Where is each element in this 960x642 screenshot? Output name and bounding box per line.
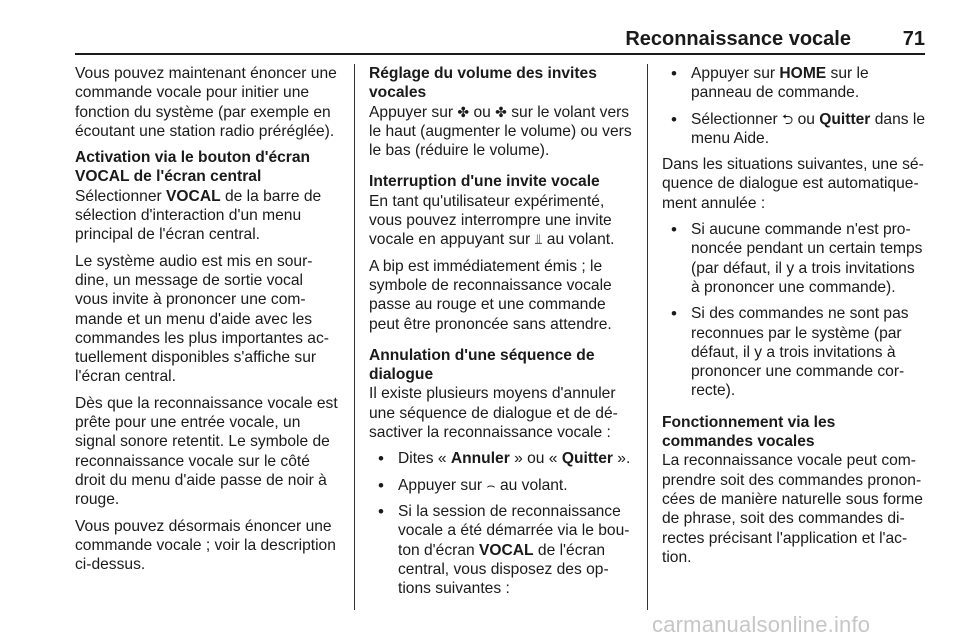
bullet-list xyxy=(369,449,633,598)
page-header xyxy=(75,26,925,52)
paragraph: A bip est immédiatement émis ; le symbole de reconnaissance vocale passe au rouge et une commande peut être prononcée sans attendre. xyxy=(369,257,612,333)
section-heading: Fonctionnement via les commandes vocales xyxy=(662,413,836,451)
section-heading: Annulation d'une séquence de dialogue xyxy=(369,346,595,384)
paragraph: Il existe plusieurs moyens d'annuler une séquence de dialogue et de désactiver la reconnaissance vocale : xyxy=(369,385,618,442)
column-1 xyxy=(75,64,340,581)
watermark: carmanualsonline.info xyxy=(652,612,871,637)
column-divider-2 xyxy=(647,64,648,610)
column-divider-1 xyxy=(354,64,355,610)
list-item: • Si des commandes ne sont pas reconnues par le système (par défaut, il y a trois invitations à prononcer une commande correcte). xyxy=(662,304,926,400)
list-item: • Si aucune commande n'est prononcée pendant un certain temps (par défaut, il y a trois invitations à prononcer une commande). xyxy=(662,220,926,297)
paragraph: La reconnaissance vocale peut comprendre soit des commandes prononcées de manière naturelle sous forme de phrase, soit des commandes directes précisant l'application et l'action. xyxy=(662,452,923,566)
volume-up-icon: ✤ xyxy=(457,103,470,120)
paragraph: Sélectionner VOCAL de la barre de sélection d'interaction d'un menu principal de l'écran central. xyxy=(75,187,322,244)
list-item: • Si la session de reconnaissance vocale a été démarrée via le bouton d'écran VOCAL de l'écran central, vous disposez des options suivantes : xyxy=(369,502,633,598)
page-number: 71 xyxy=(902,28,925,50)
column-2 xyxy=(369,64,633,605)
paragraph: Vous pouvez désormais énoncer une commande vocale ; voir la description ci-dessus. xyxy=(75,517,336,574)
hang-up-icon: ⌢ xyxy=(486,476,496,493)
list-item: • Appuyer sur HOME sur le panneau de commande. xyxy=(662,64,926,103)
paragraph: Vous pouvez maintenant énoncer une commande vocale pour initier une fonction du système (par exemple en écoutant une station radio préréglée). xyxy=(75,65,337,140)
paragraph: En tant qu'utilisateur expérimenté, vous pouvez interrompre une invite vocale en appuyant sur ⫫ au volant. xyxy=(369,192,615,249)
voice-recognition-icon: ⫫ xyxy=(534,231,543,248)
section-heading: Interruption d'une invite vocale xyxy=(369,173,600,191)
list-item: • Dites « Annuler » ou « Quitter ». xyxy=(369,449,633,468)
paragraph: Dans les situations suivantes, une séquence de dialogue est automatiquement annulée : xyxy=(662,156,924,212)
list-item: • Appuyer sur ⌢ au volant. xyxy=(369,476,633,495)
column-3 xyxy=(662,64,926,574)
page-title: Reconnaissance vocale xyxy=(625,28,851,50)
section-heading: Réglage du volume des invites vocales xyxy=(369,65,597,102)
section-heading: Activation via le bouton d'écran VOCAL de l'écran central xyxy=(75,149,311,186)
paragraph: Le système audio est mis en sourdine, un message de sortie vocal vous invite à prononcer une commande et un menu d'aide avec les commandes les plus importantes actuellement disponibles s'affiche sur l'écran central. xyxy=(75,252,329,386)
list-item: • Sélectionner ⮌ ou Quitter dans le menu Aide. xyxy=(662,110,926,149)
paragraph: Appuyer sur ✤ ou ✤ sur le volant vers le haut (augmenter le volume) ou vers le bas (réduire le volume). xyxy=(369,103,632,160)
header-rule xyxy=(75,53,925,55)
volume-down-icon: ✤ xyxy=(495,103,507,120)
back-arrow-icon: ⮌ xyxy=(782,110,794,127)
paragraph: Dès que la reconnaissance vocale est prête pour une entrée vocale, un signal sonore retentit. Le symbole de reconnaissance vocale sur le côté droit du menu d'aide passe de noir à rouge. xyxy=(75,394,338,509)
bullet-list xyxy=(662,64,926,148)
bullet-list xyxy=(662,220,926,401)
